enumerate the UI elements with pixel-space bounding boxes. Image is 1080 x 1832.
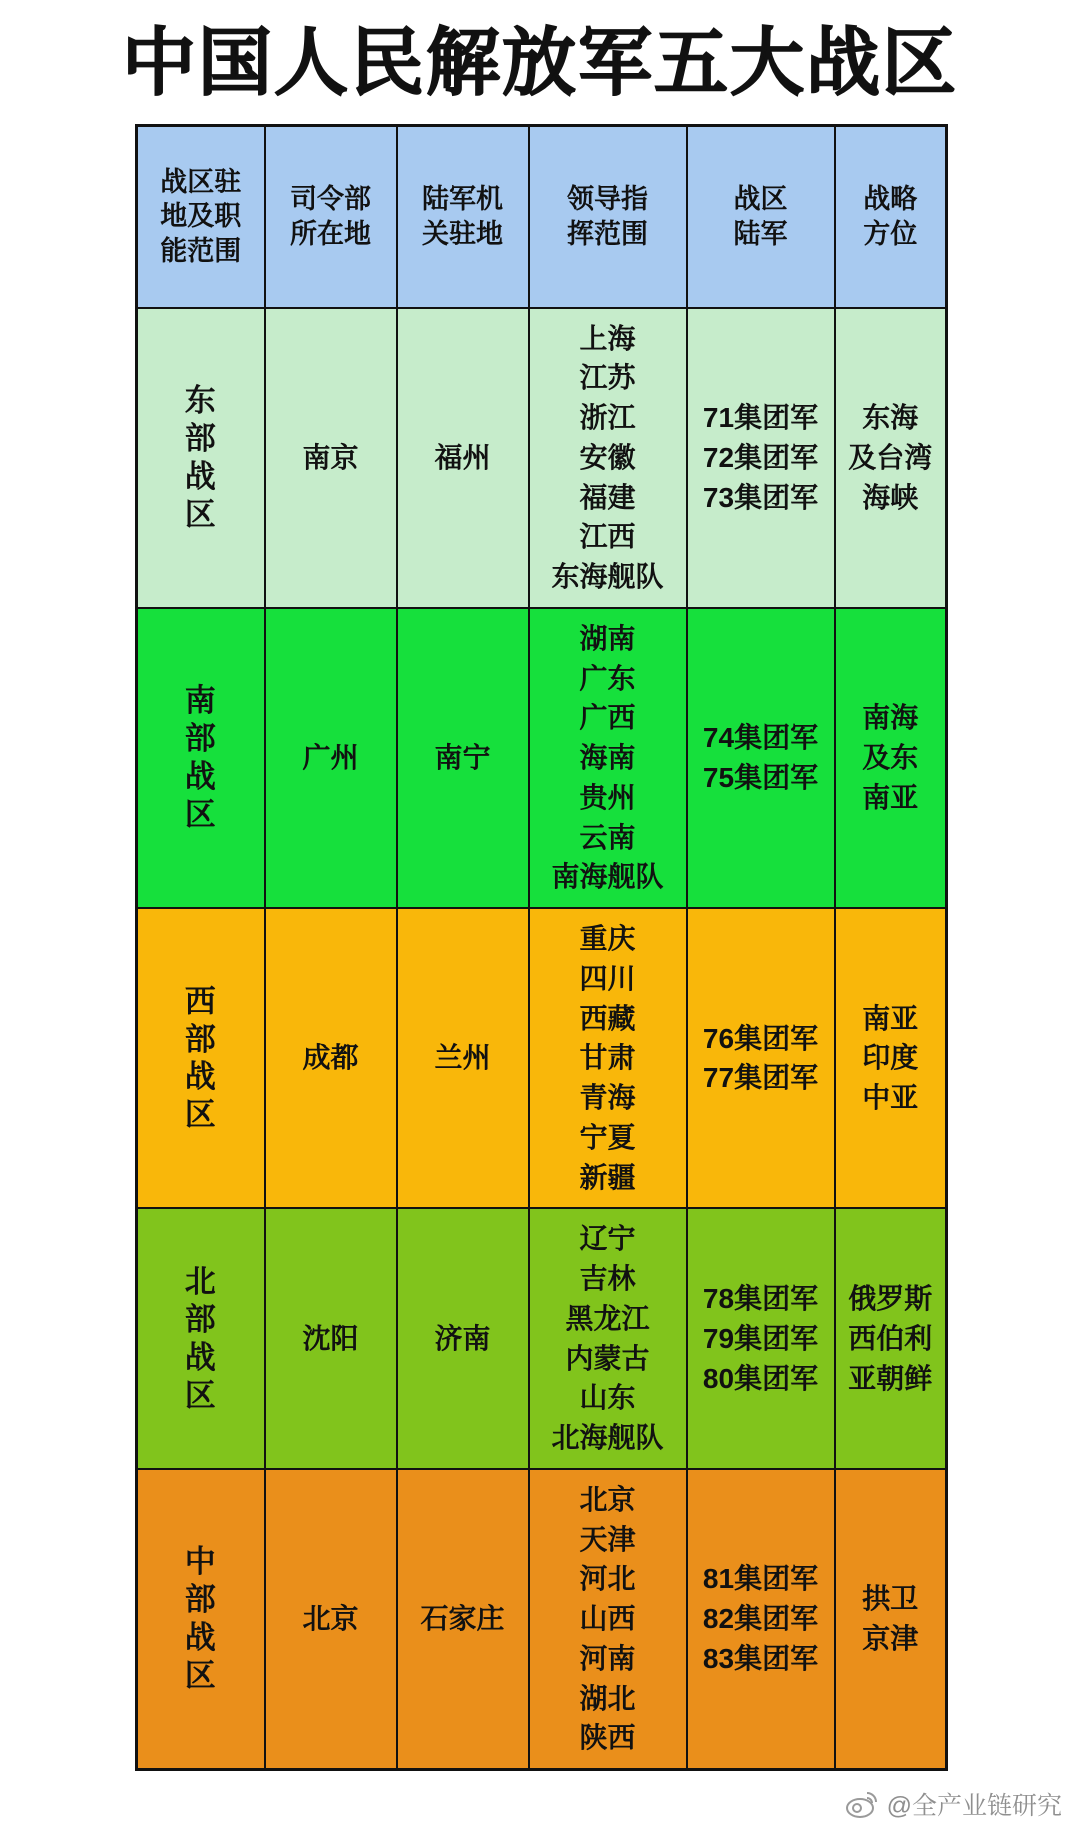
direction-line: 西伯利 <box>848 1322 933 1354</box>
scope-item: 贵州 <box>579 781 636 813</box>
zone-char: 区 <box>184 1657 217 1693</box>
scope-item: 河北 <box>579 1563 636 1595</box>
zone-char: 区 <box>184 1097 217 1133</box>
cell-zone-name <box>137 1208 265 1469</box>
group-army-item: 80集团军 <box>702 1362 819 1394</box>
cell-direction <box>835 308 947 608</box>
direction-line: 南海 <box>862 702 919 734</box>
header-line: 领导指 <box>567 184 648 215</box>
direction-line: 南亚 <box>862 781 919 813</box>
header-cell-zone <box>137 125 265 308</box>
cell-army-hq: 福州 <box>397 308 529 608</box>
header-line: 挥范围 <box>567 218 648 249</box>
scope-item: 山西 <box>579 1603 636 1635</box>
scope-item: 陕西 <box>579 1722 636 1754</box>
cell-scope <box>529 608 687 908</box>
scope-item: 东海舰队 <box>551 561 664 593</box>
direction-line: 海峡 <box>862 481 919 513</box>
watermark <box>845 1786 1062 1822</box>
header-line: 方位 <box>863 218 918 249</box>
group-army-item: 83集团军 <box>702 1642 819 1674</box>
table-row <box>137 1469 947 1770</box>
cell-group-armies <box>687 608 835 908</box>
scope-item: 天津 <box>579 1523 636 1555</box>
direction-line: 俄罗斯 <box>848 1283 933 1315</box>
scope-item: 宁夏 <box>579 1121 636 1153</box>
scope-item: 上海 <box>579 322 636 354</box>
direction-line: 南亚 <box>862 1002 919 1034</box>
scope-item: 广东 <box>579 662 636 694</box>
header-line: 战区驻 <box>160 166 242 197</box>
weibo-icon <box>845 1790 879 1818</box>
cell-hq: 广州 <box>265 608 397 908</box>
group-army-item: 75集团军 <box>702 762 819 794</box>
table-container <box>135 124 945 1772</box>
group-army-item: 79集团军 <box>702 1322 819 1354</box>
zone-char: 战 <box>184 1059 217 1095</box>
scope-item: 河南 <box>579 1642 636 1674</box>
header-cell-hq <box>265 125 397 308</box>
group-army-item: 77集团军 <box>702 1062 819 1094</box>
cell-hq: 南京 <box>265 308 397 608</box>
scope-item: 内蒙古 <box>565 1342 650 1374</box>
direction-line: 及东 <box>862 742 919 774</box>
theater-commands-table <box>135 124 948 1772</box>
cell-scope <box>529 1208 687 1469</box>
scope-item: 新疆 <box>579 1161 636 1193</box>
zone-char: 区 <box>184 496 217 532</box>
cell-scope <box>529 308 687 608</box>
cell-army-hq: 济南 <box>397 1208 529 1469</box>
table-header <box>137 125 947 308</box>
group-army-item: 71集团军 <box>702 402 819 434</box>
scope-item: 广西 <box>579 702 636 734</box>
cell-scope <box>529 1469 687 1770</box>
zone-char: 中 <box>184 1544 217 1580</box>
scope-item: 南海舰队 <box>551 861 664 893</box>
header-line: 所在地 <box>290 218 371 249</box>
scope-item: 重庆 <box>579 923 636 955</box>
header-cell-army-hq <box>397 125 529 308</box>
page-title: 中国人民解放军五大战区 <box>122 23 958 105</box>
header-row <box>137 125 947 308</box>
header-line: 战区 <box>733 184 788 215</box>
direction-line: 及台湾 <box>848 441 933 473</box>
header-line: 陆军 <box>733 218 788 249</box>
cell-army-hq: 石家庄 <box>397 1469 529 1770</box>
scope-item: 吉林 <box>579 1263 636 1295</box>
zone-char: 北 <box>184 1264 217 1300</box>
cell-army-hq: 南宁 <box>397 608 529 908</box>
scope-item: 山东 <box>579 1382 636 1414</box>
scope-item: 湖北 <box>579 1682 636 1714</box>
cell-direction <box>835 908 947 1208</box>
zone-char: 部 <box>184 1021 217 1057</box>
header-line: 陆军机 <box>422 184 503 215</box>
cell-zone-name <box>137 308 265 608</box>
group-army-item: 81集团军 <box>702 1563 819 1595</box>
zone-char: 西 <box>184 983 217 1019</box>
cell-hq: 北京 <box>265 1469 397 1770</box>
zone-char: 部 <box>184 721 217 757</box>
cell-zone-name <box>137 908 265 1208</box>
cell-group-armies <box>687 908 835 1208</box>
cell-direction <box>835 1208 947 1469</box>
scope-item: 北海舰队 <box>551 1422 664 1454</box>
zone-char: 部 <box>184 421 217 456</box>
watermark-text: @全产业链研究 <box>886 1792 1062 1820</box>
cell-zone-name <box>137 1469 265 1770</box>
scope-item: 安徽 <box>579 441 636 473</box>
header-line: 能范围 <box>160 235 242 266</box>
scope-item: 青海 <box>579 1082 636 1114</box>
group-army-item: 76集团军 <box>702 1022 819 1054</box>
cell-army-hq: 兰州 <box>397 908 529 1208</box>
zone-char: 区 <box>184 796 217 832</box>
zone-char: 部 <box>184 1582 217 1618</box>
zone-char: 东 <box>184 383 217 419</box>
table-row <box>137 1208 947 1469</box>
cell-hq: 沈阳 <box>265 1208 397 1469</box>
header-line: 地及职 <box>160 201 242 232</box>
group-army-item: 78集团军 <box>702 1283 819 1315</box>
cell-direction <box>835 1469 947 1770</box>
header-line: 战略 <box>863 184 918 215</box>
scope-item: 西藏 <box>579 1002 636 1034</box>
table-row <box>137 308 947 608</box>
scope-item: 湖南 <box>579 622 636 654</box>
scope-item: 四川 <box>579 962 636 994</box>
header-line: 司令部 <box>290 184 371 215</box>
cell-hq: 成都 <box>265 908 397 1208</box>
direction-line: 印度 <box>862 1042 919 1074</box>
direction-line: 京津 <box>862 1623 919 1655</box>
scope-item: 辽宁 <box>579 1223 636 1255</box>
scope-item: 甘肃 <box>579 1042 636 1074</box>
zone-char: 战 <box>184 1339 217 1375</box>
header-cell-direction <box>835 125 947 308</box>
table-body <box>137 308 947 1770</box>
scope-item: 海南 <box>579 742 636 774</box>
table-row <box>137 908 947 1208</box>
direction-line: 东海 <box>862 402 919 434</box>
direction-line: 中亚 <box>862 1082 919 1114</box>
zone-char: 区 <box>184 1377 217 1413</box>
cell-group-armies <box>687 1469 835 1770</box>
direction-line: 亚朝鲜 <box>848 1362 933 1394</box>
group-army-item: 73集团军 <box>702 481 819 513</box>
table-row <box>137 608 947 908</box>
group-army-item: 82集团军 <box>702 1603 819 1635</box>
zone-char: 南 <box>184 683 217 719</box>
cell-direction <box>835 608 947 908</box>
cell-group-armies <box>687 308 835 608</box>
cell-group-armies <box>687 1208 835 1469</box>
header-line: 关驻地 <box>422 218 503 249</box>
scope-item: 浙江 <box>579 402 636 434</box>
direction-line: 拱卫 <box>862 1583 919 1615</box>
zone-char: 战 <box>184 759 217 795</box>
header-cell-group-army <box>687 125 835 308</box>
cell-scope <box>529 908 687 1208</box>
scope-item: 江苏 <box>579 362 636 394</box>
group-army-item: 74集团军 <box>702 722 819 754</box>
scope-item: 福建 <box>579 481 636 513</box>
scope-item: 黑龙江 <box>565 1302 650 1334</box>
zone-char: 战 <box>184 1620 217 1656</box>
cell-zone-name <box>137 608 265 908</box>
group-army-item: 72集团军 <box>702 441 819 473</box>
scope-item: 北京 <box>579 1483 636 1515</box>
header-cell-scope <box>529 125 687 308</box>
scope-item: 江西 <box>579 521 636 553</box>
scope-item: 云南 <box>579 821 636 853</box>
zone-char: 部 <box>184 1301 217 1337</box>
zone-char: 战 <box>184 458 217 494</box>
